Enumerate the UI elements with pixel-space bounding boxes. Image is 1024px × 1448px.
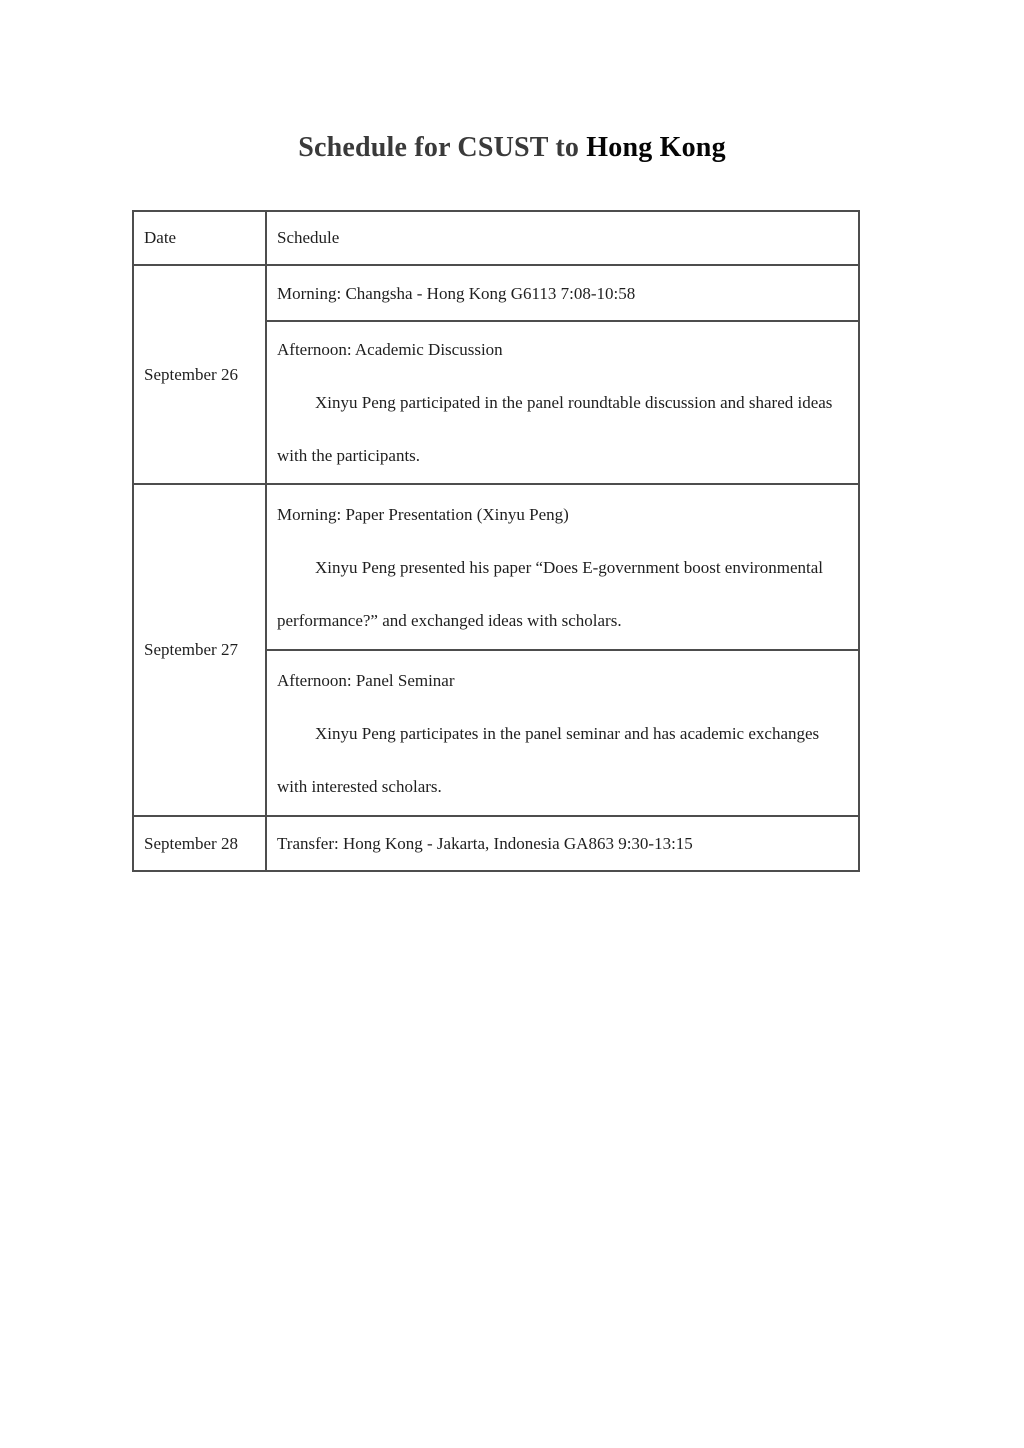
schedule-cell-transfer-sep28: [266, 816, 859, 871]
schedule-paragraph: Transfer: Hong Kong - Jakarta, Indonesia GA863 9:30-13:15: [277, 834, 693, 853]
schedule-cell-afternoon-sep27: [266, 650, 859, 816]
table-row: [133, 265, 859, 321]
date-cell-september-28: September 28: [133, 816, 266, 871]
schedule-cell-afternoon-sep26: [266, 321, 859, 484]
schedule-cell-morning-sep27: [266, 484, 859, 650]
date-cell-september-27: September 27: [133, 484, 266, 816]
schedule-paragraph: Morning: Paper Presentation (Xinyu Peng): [277, 504, 569, 524]
schedule-paragraph: Afternoon: Panel Seminar: [277, 670, 455, 690]
schedule-paragraph: Morning: Changsha - Hong Kong G6113 7:08-10:58: [277, 283, 636, 303]
page-title-highlight: Hong Kong: [586, 132, 726, 163]
schedule-paragraph: Afternoon: Academic Discussion: [277, 340, 503, 359]
schedule-paragraph: Xinyu Peng participated in the panel roundtable discussion and shared ideas with the participants.: [277, 393, 833, 465]
page-title-text: Schedule for CSUST to: [298, 132, 587, 163]
date-cell-september-26: September 26: [133, 265, 266, 484]
schedule-paragraph: Xinyu Peng presented his paper “Does E-government boost environmental performance?” and exchanged ideas with scholars.: [277, 557, 823, 630]
schedule-paragraph: Xinyu Peng participates in the panel seminar and has academic exchanges with interested scholars.: [277, 723, 820, 796]
table-header-row: [133, 211, 859, 265]
table-row: [133, 484, 859, 650]
column-header-schedule: Schedule: [266, 211, 859, 265]
schedule-table: [132, 210, 860, 872]
column-header-date: Date: [133, 211, 266, 265]
schedule-cell-morning-sep26: [266, 265, 859, 321]
table-row: [133, 816, 859, 871]
page-title: [0, 0, 1024, 165]
